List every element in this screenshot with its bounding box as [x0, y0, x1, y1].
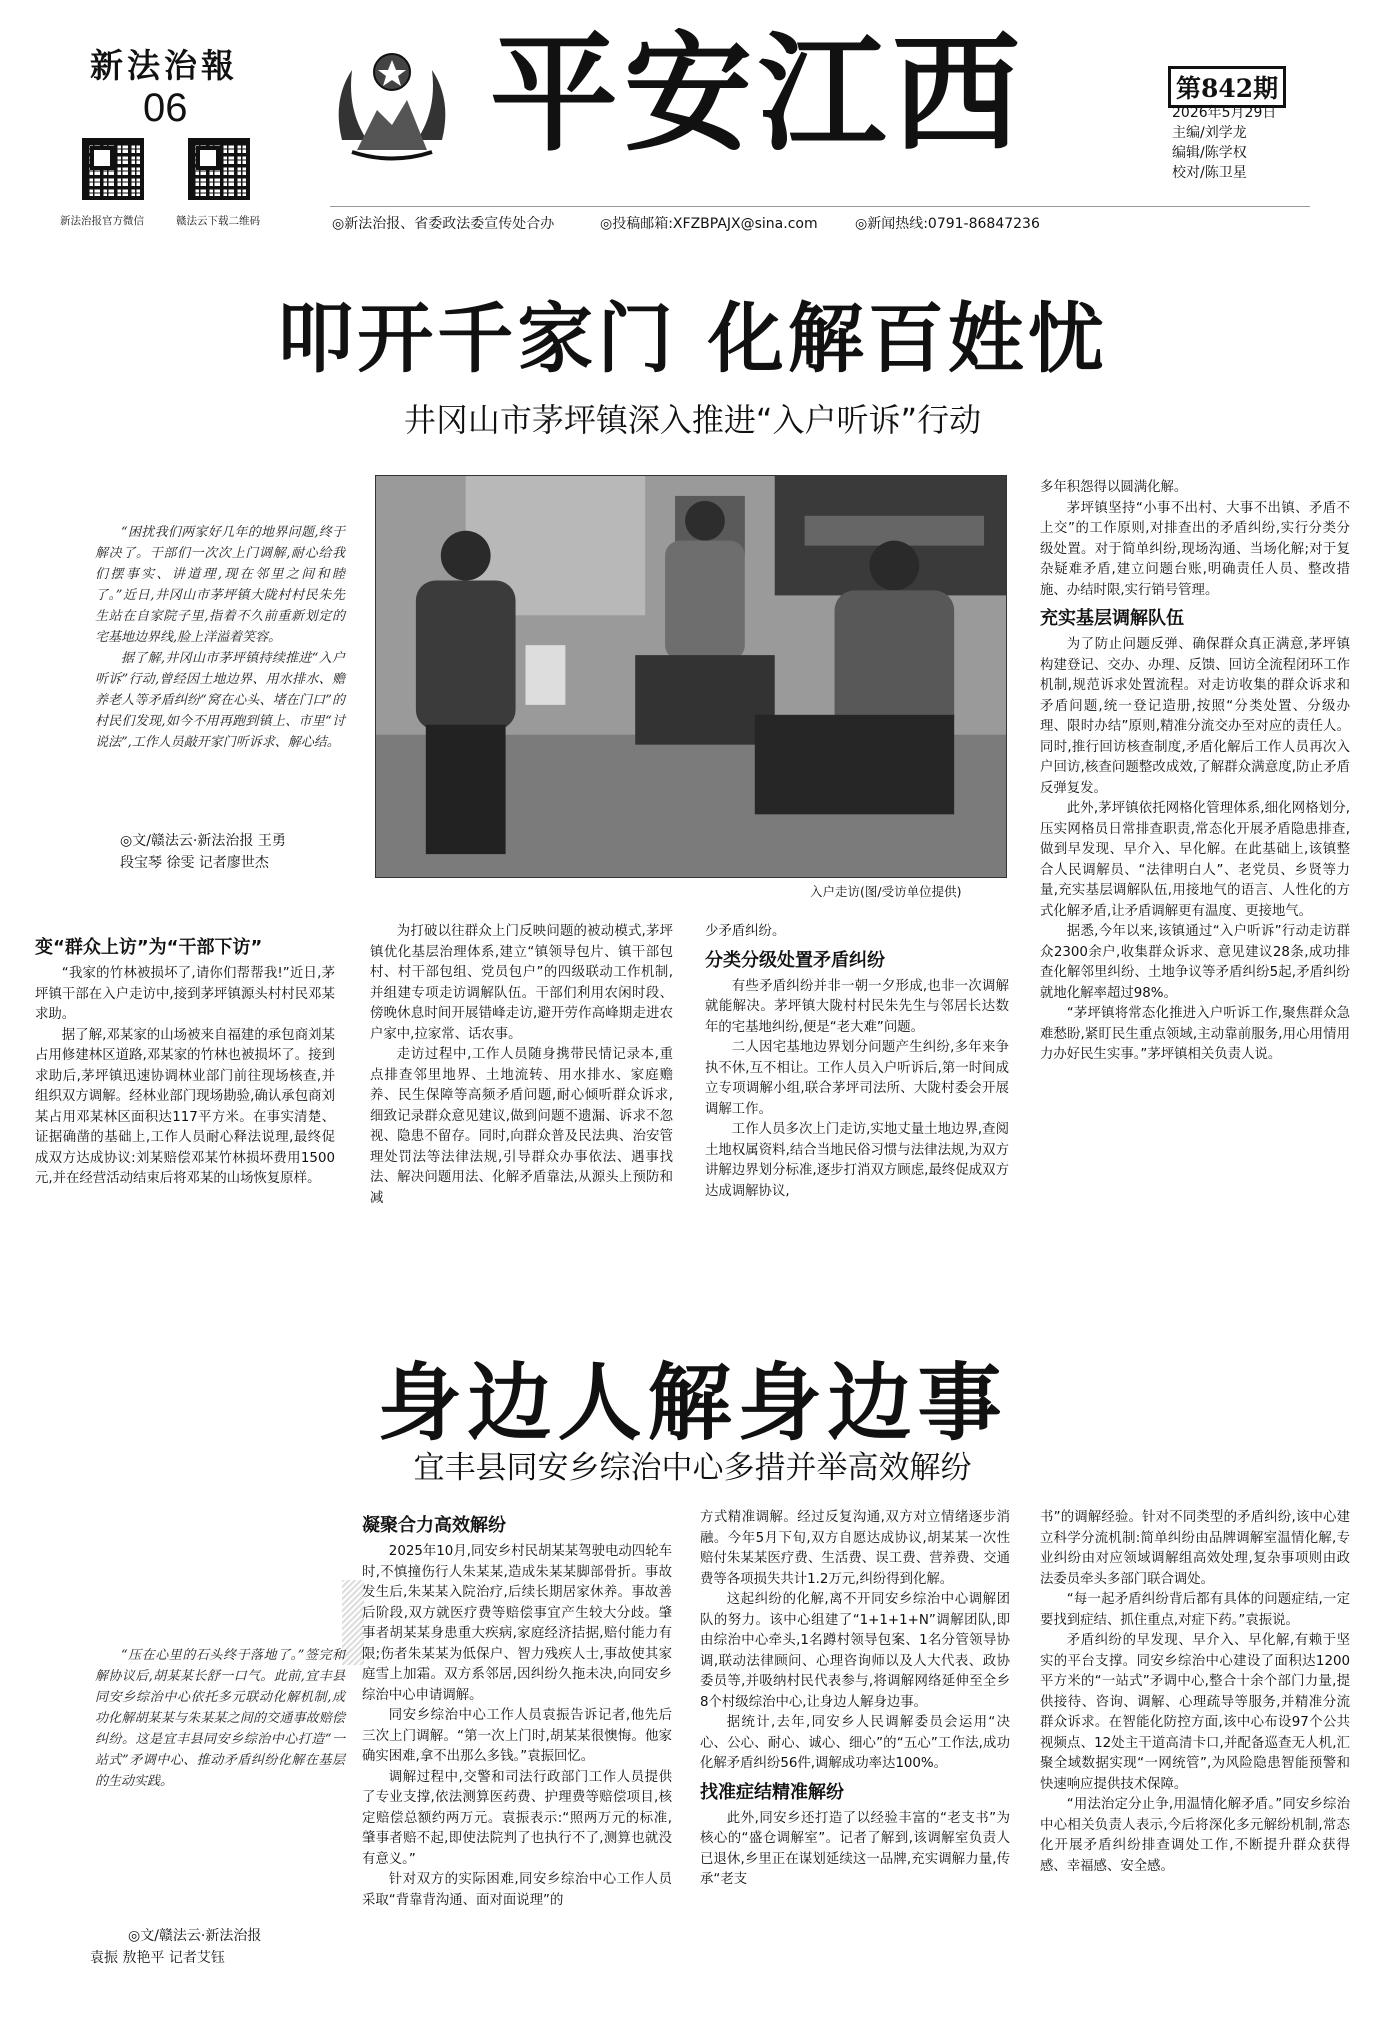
byline-line: ◎文/赣法云·新法治报	[128, 1928, 262, 1944]
article2-headline: 身边人解身边事	[377, 1353, 1008, 1452]
police-emblem-icon	[322, 40, 462, 170]
article1-column-4	[1040, 478, 1350, 1066]
paragraph: 调解过程中,交警和司法行政部门工作人员提供了专业支撑,依法测算医药费、护理费等赔偿项目,核定赔偿总额约两万元。袁振表示:“照两万元的标准,肇事者赔不起,即使法院判了也执行不了,测算也就没有意义。”	[362, 1769, 672, 1867]
paragraph: 此外,茅坪镇依托网格化管理体系,细化网格划分,压实网格员日常排查职责,常态化开展矛盾隐患排查,做到早发现、早介入、早化解。在此基础上,该镇整合人民调解员、“法律明白人”、老党员、乡贤等力量,充实基层调解队伍,用接地气的语言、人性化的方式化解矛盾,让矛盾调解更有温度、更接地气。	[1040, 801, 1350, 919]
article1-column-2	[370, 922, 673, 1209]
page-number: 06	[143, 86, 188, 130]
news-hotline: ◎新闻热线:0791-86847236	[855, 216, 1040, 232]
paragraph: 据了解,邓某家的山场被来自福建的承包商刘某占用修建林区道路,邓某家的竹林也被损坏了。接到求助后,茅坪镇迅速协调林业部门前往现场核查,并组织双方调解。经林业部门现场勘验,确认承包商刘某占用邓某林区面积达117平方米。在事实清楚、证据确凿的基础上,工作人员耐心释法说理,最终促成双方达成协议:刘某赔偿邓某竹林损坏费用1500元,并在经营活动结束后将邓某的山场恢复原样。	[35, 1027, 335, 1186]
paragraph: 有些矛盾纠纷并非一朝一夕形成,也非一次调解就能解决。茅坪镇大陇村村民朱先生与邻居长达数年的宅基地纠纷,便是“老大难”问题。	[705, 978, 1009, 1035]
issue-date: 2026年5月29日	[1172, 105, 1277, 121]
article2-column-1	[362, 1508, 672, 1911]
article2-lead	[95, 1645, 345, 1792]
header-divider	[330, 206, 1310, 207]
lead-decoration	[342, 1580, 364, 1665]
paragraph: 茅坪镇坚持“小事不出村、大事不出镇、矛盾不上交”的工作原则,对排查出的矛盾纠纷,实行分类分级处置。对于简单纠纷,现场沟通、当场化解;对于复杂疑难矛盾,建立问题台账,明确责任人员、整改措施、办结时限,实行销号管理。	[1040, 500, 1350, 598]
paragraph: “茅坪镇将常态化推进入户听诉工作,聚焦群众急难愁盼,紧盯民生重点领域,主动靠前服务,用心用情用力办好民生实事。”茅坪镇相关负责人说。	[1040, 1006, 1350, 1062]
newspaper-section-title: 平安江西	[490, 19, 1027, 169]
chief-editor: 主编/刘学龙	[1172, 125, 1247, 141]
article1-column-1	[35, 930, 335, 1190]
paragraph-continued: 多年积怨得以圆满化解。	[1040, 480, 1188, 495]
submission-email: ◎投稿邮箱:XFZBPAJX@sina.com	[600, 216, 818, 232]
paper-name: 新法治報	[90, 46, 238, 85]
paragraph: 这起纠纷的化解,离不开同安乡综治中心调解团队的努力。该中心组建了“1+1+1+N”调解团队,即由综治中心牵头,1名蹲村领导包案、1名分管领导协调,联动法律顾问、心理咨询师以及人大代表、政协委员等,并吸纳村民代表参与,将调解网络延伸至全乡8个村级综治中心,让身边人解身边事。	[700, 1592, 1010, 1710]
paragraph: 工作人员多次上门走访,实地丈量土地边界,查阅土地权属资料,结合当地民俗习惯与法律法规,为双方讲解边界划分标准,逐步打消双方顾虑,最终促成双方达成调解协议,	[705, 1122, 1009, 1199]
paragraph: 据统计,去年,同安乡人民调解委员会运用“决心、公心、耐心、诚心、细心”的“五心”工作法,成功化解矛盾纠纷56件,调解成功率达100%。	[700, 1715, 1010, 1771]
section-heading: 充实基层调解队伍	[1040, 608, 1184, 629]
paragraph: 针对双方的实际困难,同安乡综治中心工作人员采取“背靠背沟通、面对面说理”的	[362, 1872, 672, 1908]
paragraph: 为了防止问题反弹、确保群众真正满意,茅坪镇构建登记、交办、办理、反馈、回访全流程闭环工作机制,规范诉求处置流程。对走访收集的群众诉求和矛盾问题,统一登记造册,按照“分类处置、分级办理、限时办结”原则,精准分流交办至对应的责任人。同时,推行回访核查制度,矛盾化解后工作人员再次入户回访,核查问题整改成效,了解群众满意度,防止矛盾反弹复发。	[1040, 637, 1350, 796]
wechat-qr-code	[82, 138, 144, 200]
home-visit-photo	[375, 475, 1007, 878]
article1-byline	[120, 830, 286, 874]
byline-line: 段宝琴 徐雯 记者廖世杰	[120, 855, 269, 871]
section-heading: 找准症结精准解纷	[700, 1781, 844, 1803]
issue-number: 第842期	[1168, 66, 1286, 108]
section-heading: 凝聚合力高效解纷	[362, 1515, 506, 1536]
paragraph-continued: 少矛盾纠纷。	[705, 924, 786, 939]
paragraph: 矛盾纠纷的早发现、早介入、早化解,有赖于坚实的平台支撑。同安乡综治中心建设了面积达1200平方米的“一站式”矛调中心,整合十余个部门力量,提供接待、咨询、调解、心理疏导等服务,并精准分流群众诉求。在智能化防控方面,该中心布设97个公共视频点、12处主干道高清卡口,并配备巡查无人机,汇聚全域数据实现“一网统管”,为风险隐患智能预警和快速响应提供技术保障。	[1040, 1633, 1350, 1792]
article1-headline: 叩开千家门 化解百姓忧	[277, 294, 1108, 383]
paragraph: 同安乡综治中心工作人员袁振告诉记者,他先后三次上门调解。“第一次上门时,胡某某很懊悔。他家确实困难,拿不出那么多钱。”袁振回忆。	[362, 1708, 672, 1764]
paragraph: “用法治定分止争,用温情化解矛盾。”同安乡综治中心相关负责人表示,今后将深化多元解纷机制,常态化开展矛盾纠纷排查调处工作,不断提升群众获得感、幸福感、安全感。	[1040, 1797, 1350, 1874]
paragraph: “我家的竹林被损坏了,请你们帮帮我!”近日,茅坪镇干部在入户走访中,接到茅坪镇源头村村民邓某求助。	[35, 966, 335, 1022]
byline-line: 袁振 敖艳平 记者艾钰	[90, 1950, 225, 1966]
paragraph: 为打破以往群众上门反映问题的被动模式,茅坪镇优化基层治理体系,建立“镇领导包片、镇干部包村、村干部包组、党员包户”的四级联动工作机制,并组建专项走访调解队伍。干部们利用农闲时段、傍晚休息时间开展错峰走访,避开劳作高峰期走进农户家中,拉家常、话农事。	[370, 924, 673, 1042]
proofreader: 校对/陈卫星	[1172, 165, 1247, 181]
byline-line: ◎文/赣法云·新法治报 王勇	[120, 833, 286, 849]
article1-lead	[95, 522, 345, 753]
paragraph-continued: 书”的调解经验。针对不同类型的矛盾纠纷,该中心建立科学分流机制:简单纠纷由品牌调解室温情化解,专业纠纷由对应领域调解组高效处理,复杂事项则由政法委员牵头多部门联合调处。	[1040, 1510, 1350, 1587]
app-qr-code	[188, 138, 250, 200]
lead-paragraph: 据了解,井冈山市茅坪镇持续推进“入户听诉”行动,曾经因土地边界、用水排水、赡养老人等矛盾纠纷“窝在心头、堵在门口”的村民们发现,如今不用再跑到镇上、市里“讨说法”,工作人员敲开家门听诉求、解心结。	[95, 651, 345, 750]
paragraph: 据悉,今年以来,该镇通过“入户听诉”行动走访群众2300余户,收集群众诉求、意见建议28条,成功排查化解邻里纠纷、土地争议等矛盾纠纷5起,矛盾纠纷就地化解率超过98%。	[1040, 924, 1350, 1001]
editor: 编辑/陈学权	[1172, 145, 1247, 161]
article2-byline	[90, 1925, 261, 1969]
section-heading: 分类分级处置矛盾纠纷	[705, 949, 885, 971]
paragraph-continued: 方式精准调解。经过反复沟通,双方对立情绪逐步消融。今年5月下旬,双方自愿达成协议,胡某某一次性赔付朱某某医疗费、生活费、误工费、营养费、交通费等各项损失共计1.2万元,纠纷得到化解。	[700, 1510, 1010, 1587]
article2-column-2	[700, 1508, 1010, 1891]
article1-subtitle: 井冈山市茅坪镇深入推进“入户听诉”行动	[403, 401, 982, 439]
lead-paragraph: “压在心里的石头终于落地了。”签完和解协议后,胡某某长舒一口气。此前,宜丰县同安乡综治中心依托多元联动化解机制,成功化解胡某某与朱某某之间的交通事故赔偿纠纷。这是宜丰县同安乡综治中心打造“一站式”矛调中心、推动矛盾纠纷化解在基层的生动实践。	[95, 1648, 345, 1789]
section-heading: 变“群众上访”为“干部下访”	[35, 937, 263, 958]
photo-caption: 入户走访(图/受访单位提供)	[810, 884, 962, 899]
article2-subtitle: 宜丰县同安乡综治中心多措并举高效解纷	[413, 1450, 972, 1486]
paragraph: 走访过程中,工作人员随身携带民情记录本,重点排查邻里地界、土地流转、用水排水、家庭赡养、民生保障等高频矛盾问题,耐心倾听群众诉求,细致记录群众意见建议,做到问题不遗漏、诉求不忽视、隐患不留存。同时,向群众普及民法典、治安管理处罚法等法律法规,引导群众办事依法、遇事找法、解决问题用法、化解矛盾靠法,从源头上预防和减	[370, 1047, 673, 1206]
qr2-caption: 赣法云下载二维码	[176, 215, 260, 227]
organizer-info: ◎新法治报、省委政法委宣传处合办	[332, 216, 555, 232]
paragraph: 2025年10月,同安乡村民胡某某驾驶电动四轮车时,不慎撞伤行人朱某某,造成朱某某脚部骨折。事故发生后,朱某某入院治疗,后续长期居家休养。事故善后阶段,双方就医疗费等赔偿事宜产生较大分歧。肇事者胡某某身患重大疾病,家庭经济拮据,赔付能力有限;伤者朱某某为低保户、智力残疾人士,事故使其家庭雪上加霜。双方系邻居,因纠纷久拖未决,向同安乡综治中心申请调解。	[362, 1544, 672, 1703]
paragraph: 此外,同安乡还打造了以经验丰富的“老支书”为核心的“盛仓调解室”。记者了解到,该调解室负责人已退休,乡里正在谋划延续这一品牌,充实调解力量,传承“老支	[700, 1810, 1010, 1887]
lead-paragraph: “困扰我们两家好几年的地界问题,终于解决了。干部们一次次上门调解,耐心给我们摆事实、讲道理,现在邻里之间和睦了。”近日,井冈山市茅坪镇大陇村村民朱先生站在自家院子里,指着不久前重新划定的宅基地边界线,脸上洋溢着笑容。	[95, 525, 345, 645]
paragraph: 二人因宅基地边界划分问题产生纠纷,多年来争执不休,互不相让。工作人员入户听诉后,第一时间成立专项调解小组,联合茅坪司法所、大陇村委会开展调解工作。	[705, 1040, 1009, 1117]
article2-column-3	[1040, 1508, 1350, 1877]
paragraph: “每一起矛盾纠纷背后都有具体的问题症结,一定要找到症结、抓住重点,对症下药。”袁振说。	[1040, 1592, 1350, 1628]
qr1-caption: 新法治报官方微信	[60, 215, 144, 227]
article1-column-3	[705, 922, 1009, 1202]
